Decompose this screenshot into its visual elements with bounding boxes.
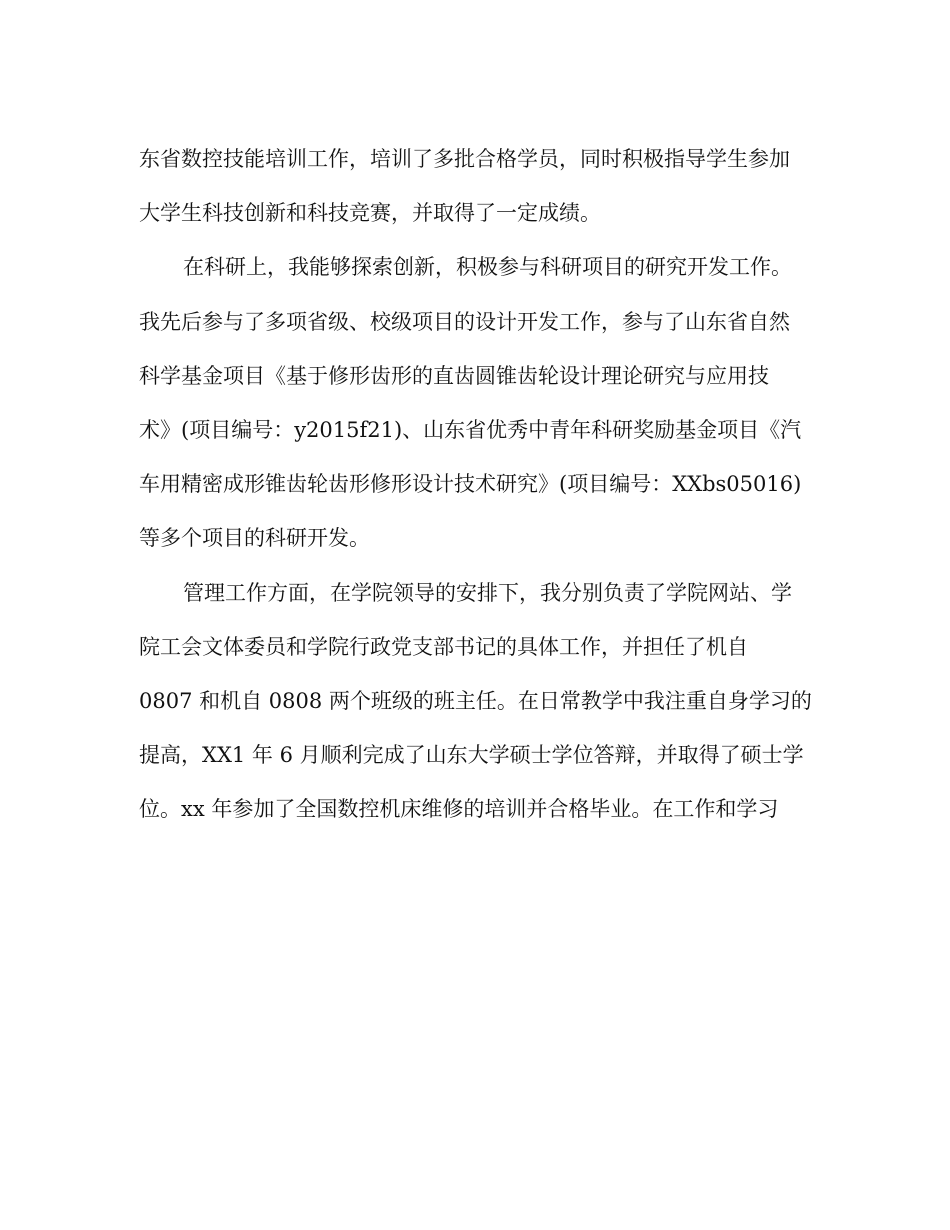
text-line: 位。xx 年参加了全国数控机床维修的培训并合格毕业。在工作和学习 [139,797,779,822]
text-line: 管理工作方面，在学院领导的安排下，我分别负责了学院网站、学 [183,580,792,605]
text-line: 0807 和机自 0808 两个班级的班主任。在日常教学中我注重自身学习的 [139,688,812,713]
text-line: 提高，XX1 年 6 月顺利完成了山东大学硕士学位答辩，并取得了硕士学 [139,743,804,768]
document-body [139,132,819,836]
text-line: 术》(项目编号：y2015f21)、山东省优秀中青年科研奖励基金项目《汽 [139,417,802,442]
text-line: 东省数控技能培训工作，培训了多批合格学员，同时积极指导学生参加 [139,147,790,171]
text-line: 车用精密成形锥齿轮齿形修形设计技术研究》(项目编号：XXbs05016) [139,472,802,497]
text-line: 在科研上，我能够探索创新，积极参与科研项目的研究开发工作。 [183,255,792,280]
text-line: 院工会文体委员和学院行政党支部书记的具体工作，并担任了机自 [139,634,748,659]
text-line: 大学生科技创新和科技竞赛，并取得了一定成绩。 [139,201,601,226]
text-line: 我先后参与了多项省级、校级项目的设计开发工作，参与了山东省自然 [139,309,790,334]
text-line: 等多个项目的科研开发。 [139,526,370,551]
text-line: 科学基金项目《基于修形齿形的直齿圆锥齿轮设计理论研究与应用技 [139,363,769,388]
